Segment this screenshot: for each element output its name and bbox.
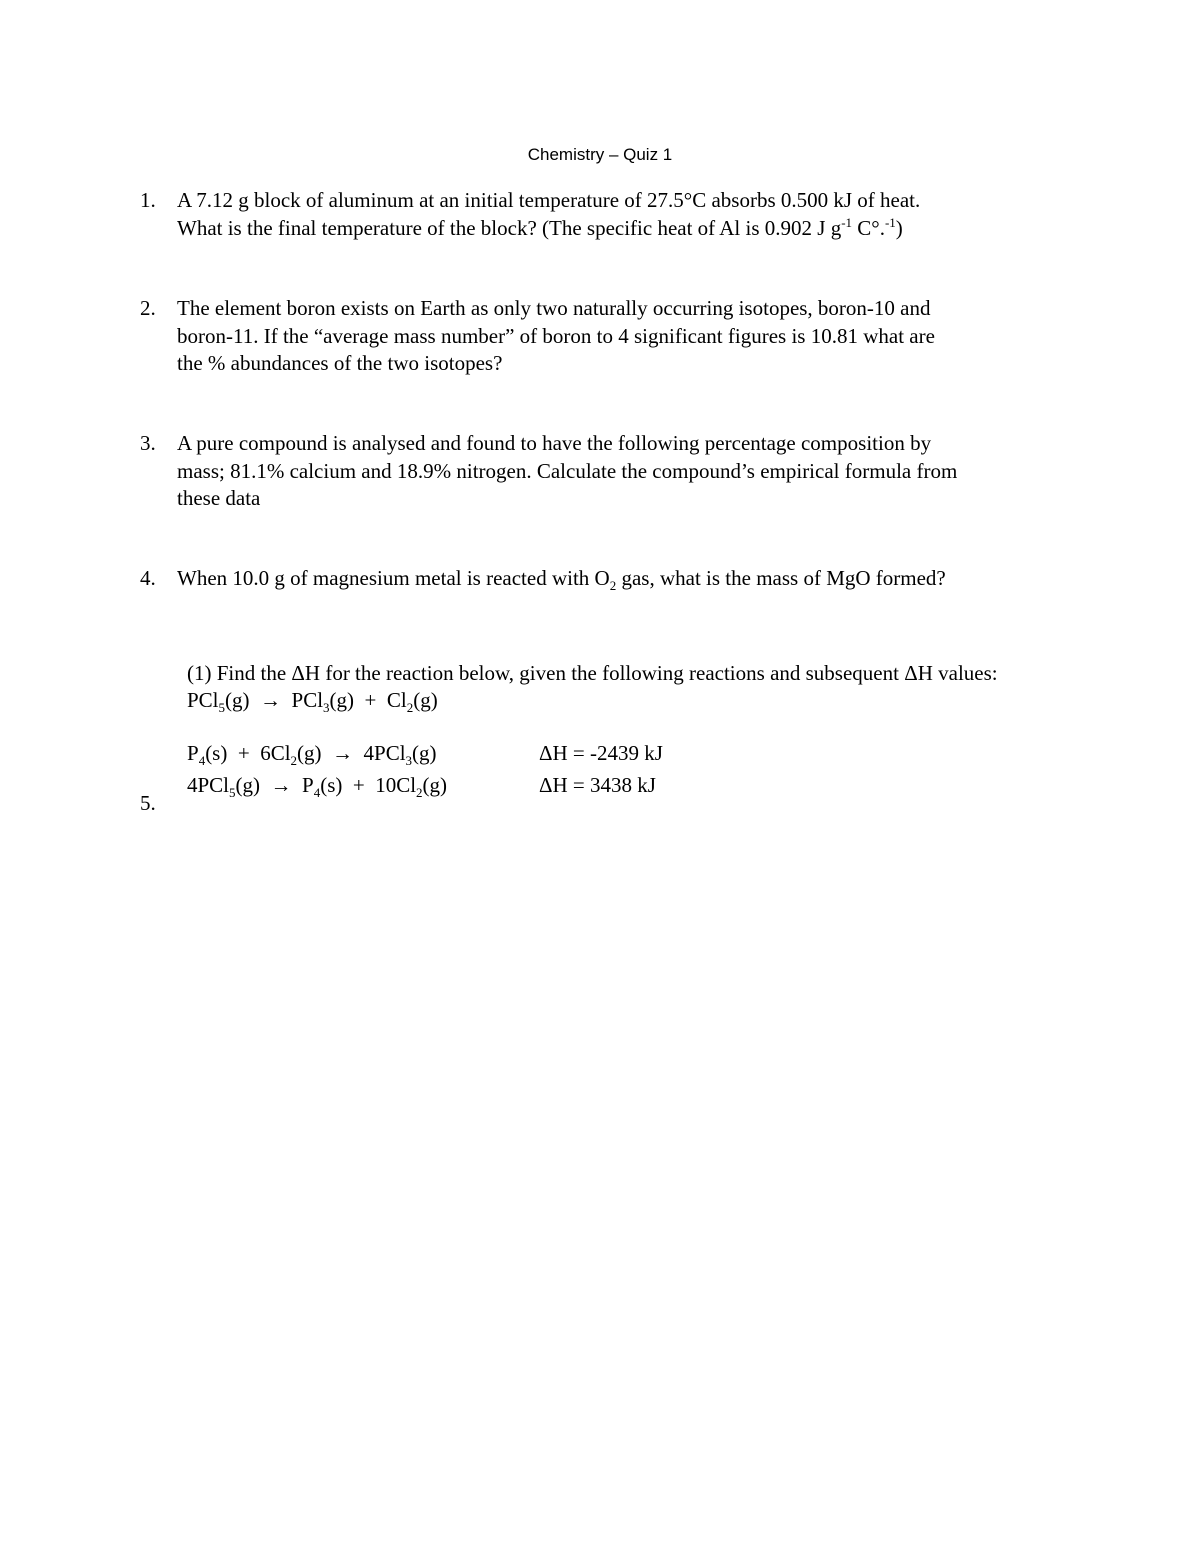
- question-line: [177, 565, 1100, 593]
- question-number: 2.: [140, 296, 156, 320]
- superscript: -1: [841, 214, 853, 230]
- text-run: (g) → PCl: [225, 688, 324, 712]
- question-line: the % abundances of the two isotopes?: [177, 351, 503, 375]
- question-number: 1.: [140, 188, 156, 212]
- question-text: [177, 430, 1100, 513]
- text-run: PCl: [187, 688, 219, 712]
- enthalpy-value: ΔH = -2439 kJ: [539, 741, 663, 765]
- given-reaction-2: [187, 770, 1087, 800]
- question-text: [177, 187, 1100, 242]
- text-run: (g) → P: [235, 773, 314, 797]
- text-run: ): [895, 215, 903, 240]
- text-run: (g): [422, 773, 448, 797]
- question-line: A 7.12 g block of aluminum at an initial temperature of 27.5°C absorbs 0.500 kJ of heat.: [177, 188, 921, 212]
- question-line: these data: [177, 486, 261, 510]
- text-run: What is the final temperature of the block? (The specific heat of Al is 0.902 J g: [177, 215, 842, 240]
- question-line: The element boron exists on Earth as only two naturally occurring isotopes, boron-10 and: [177, 296, 931, 320]
- question-1: [140, 187, 1100, 242]
- subscript: 2: [609, 578, 617, 594]
- text-run: (s) + 6Cl: [205, 741, 291, 765]
- question-text: [177, 295, 1100, 378]
- enthalpy-value: ΔH = 3438 kJ: [539, 773, 656, 797]
- target-reaction: [187, 687, 438, 714]
- subscript: 5: [218, 700, 226, 716]
- question-2: [140, 295, 1100, 378]
- text-run: gas, what is the mass of MgO formed?: [616, 566, 946, 590]
- text-run: C°.: [852, 215, 885, 240]
- question-line: [177, 215, 1100, 243]
- text-run: (g): [412, 741, 437, 765]
- subscript: 4: [313, 785, 321, 801]
- text-run: P: [187, 741, 199, 765]
- text-run: When 10.0 g of magnesium metal is reacted with O: [177, 566, 610, 590]
- text-run: (g) → 4PCl: [297, 741, 406, 765]
- question-3: [140, 430, 1100, 513]
- subscript: 2: [406, 700, 414, 716]
- question-text: [177, 565, 1100, 593]
- subscript: 4: [198, 753, 206, 769]
- subscript: 2: [290, 753, 298, 769]
- reaction-equation: [187, 738, 437, 768]
- text-run: (g) + Cl: [329, 688, 407, 712]
- subscript: 3: [323, 700, 330, 716]
- question-line: boron-11. If the “average mass number” of boron to 4 significant figures is 10.81 what are: [177, 323, 935, 348]
- subscript: 2: [416, 785, 423, 801]
- question-number: 3.: [140, 431, 156, 455]
- question-4: [140, 565, 1100, 593]
- question-line: mass; 81.1% calcium and 18.9% nitrogen. Calculate the compound’s empirical formula from: [177, 458, 958, 483]
- question-5-intro: (1) Find the ΔH for the reaction below, given the following reactions and subsequent ΔH values:: [187, 661, 998, 685]
- subscript: 3: [405, 753, 413, 769]
- subscript: 5: [229, 785, 236, 801]
- given-reaction-1: [187, 738, 1087, 768]
- text-run: 4PCl: [187, 773, 230, 797]
- text-run: (g): [413, 688, 438, 712]
- question-number: 4.: [140, 566, 156, 590]
- question-line: A pure compound is analysed and found to have the following percentage composition by: [177, 431, 932, 455]
- question-5-number: 5.: [140, 791, 156, 815]
- page-title: Chemistry – Quiz 1: [527, 145, 673, 164]
- reaction-equation: [187, 770, 447, 800]
- superscript: -1: [884, 214, 896, 230]
- text-run: (s) + 10Cl: [320, 773, 417, 797]
